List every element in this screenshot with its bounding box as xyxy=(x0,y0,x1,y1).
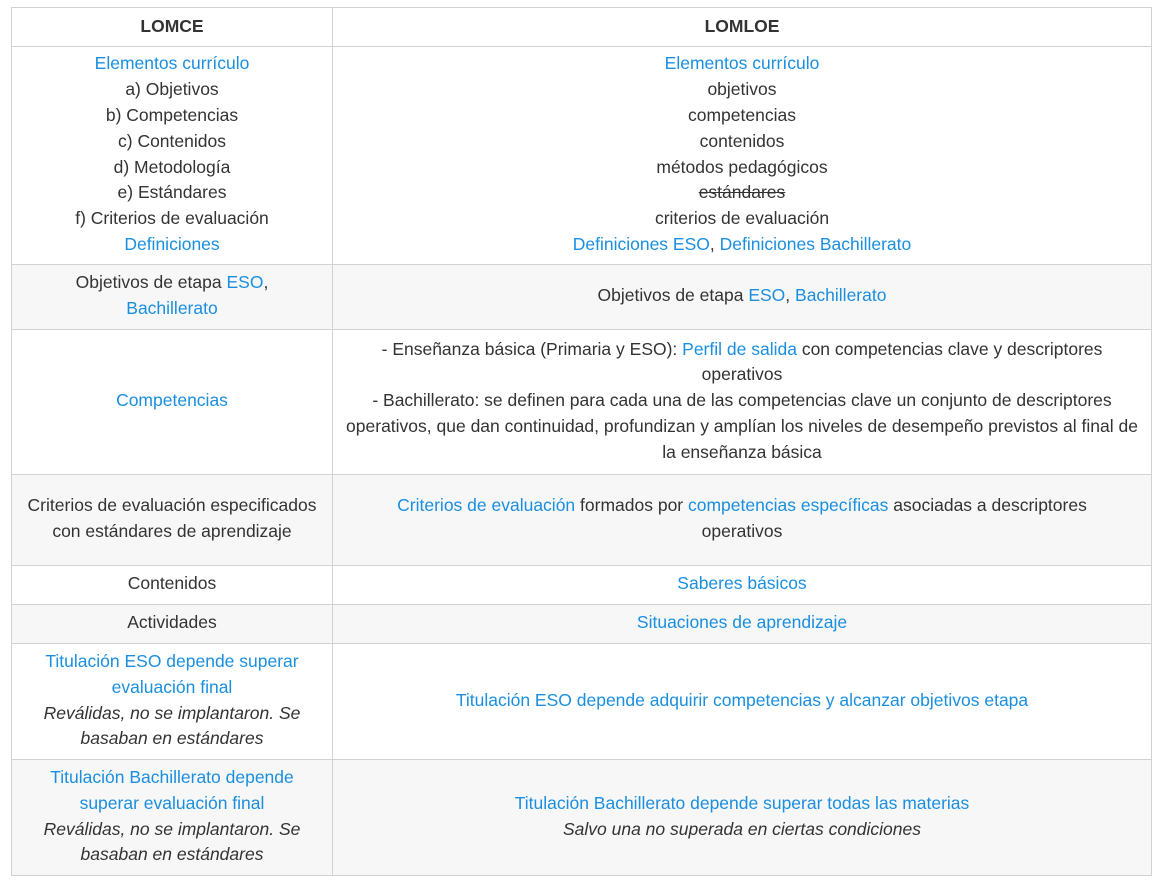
comparison-table xyxy=(11,7,1152,876)
revalidas-note: Reválidas, no se implantaron. Se basaban en estándares xyxy=(43,818,301,865)
link-elementos-curriculo[interactable]: Elementos currículo xyxy=(94,53,250,74)
separator: , xyxy=(785,285,796,306)
text-fragment: formados por xyxy=(575,495,688,516)
table-row xyxy=(12,475,1152,566)
cell-lomloe xyxy=(333,475,1152,566)
link-titulacion-eso[interactable]: Titulación ESO depende adquirir competencias y alcanzar objetivos etapa xyxy=(455,689,1029,710)
list-item: c) Contenidos xyxy=(118,130,226,151)
actividades-text: Actividades xyxy=(127,612,217,633)
link-eso[interactable]: ESO xyxy=(748,285,786,306)
cell-lomloe xyxy=(333,265,1152,330)
cell-lomce xyxy=(12,644,333,760)
header-lomce: LOMCE xyxy=(12,8,333,47)
list-item: d) Metodología xyxy=(113,156,231,177)
link-competencias[interactable]: Competencias xyxy=(116,390,228,411)
cell-lomce xyxy=(12,330,333,475)
cell-lomloe xyxy=(333,47,1152,265)
link-elementos-curriculo[interactable]: Elementos currículo xyxy=(664,53,820,74)
header-row xyxy=(12,8,1152,47)
table-row xyxy=(12,47,1152,265)
list-item: objetivos xyxy=(707,79,777,100)
link-criterios-de-evaluacion[interactable]: Criterios de evaluación xyxy=(397,495,576,516)
header-lomloe: LOMLOE xyxy=(333,8,1152,47)
text-fragment: con competencias clave y descriptores operativos xyxy=(701,338,1103,385)
cell-lomloe xyxy=(333,330,1152,475)
list-item: contenidos xyxy=(699,130,785,151)
link-bachillerato[interactable]: Bachillerato xyxy=(126,298,218,318)
ensenanza-basica-text xyxy=(343,337,1141,389)
link-definiciones[interactable]: Definiciones xyxy=(124,233,220,254)
text-fragment: asociadas a descriptores operativos xyxy=(701,495,1087,541)
list-item: e) Estándares xyxy=(117,182,227,203)
revalidas-note: Reválidas, no se implantaron. Se basaban en estándares xyxy=(43,702,301,749)
definitions-line xyxy=(343,232,1141,258)
link-eso[interactable]: ESO xyxy=(226,272,264,293)
link-titulacion-bachillerato[interactable]: Titulación Bachillerato depende superar todas las materias xyxy=(514,792,970,813)
text-fragment: - Enseñanza básica (Primaria y ESO): xyxy=(381,338,683,359)
table-row xyxy=(12,566,1152,605)
cell-lomloe xyxy=(333,760,1152,876)
link-perfil-de-salida[interactable]: Perfil de salida xyxy=(682,338,797,359)
list-item: a) Objetivos xyxy=(125,79,219,100)
list-item: b) Competencias xyxy=(105,104,239,125)
table-row xyxy=(12,760,1152,876)
list-item: métodos pedagógicos xyxy=(656,156,828,177)
link-saberes-basicos[interactable]: Saberes básicos xyxy=(677,573,807,594)
salvo-note: Salvo una no superada en ciertas condiciones xyxy=(562,818,921,839)
cell-lomloe xyxy=(333,605,1152,644)
list-item: f) Criterios de evaluación xyxy=(75,208,269,229)
list-item-struck: estándares xyxy=(698,182,786,203)
table-row xyxy=(12,605,1152,644)
cell-lomce xyxy=(12,566,333,605)
contenidos-text: Contenidos xyxy=(127,573,217,594)
cell-lomce xyxy=(12,760,333,876)
link-titulacion-eso[interactable]: Titulación ESO depende superar evaluación final xyxy=(45,650,299,697)
list-item: competencias xyxy=(688,104,796,125)
cell-lomce xyxy=(12,47,333,265)
link-titulacion-bachillerato[interactable]: Titulación Bachillerato depende superar evaluación final xyxy=(50,766,294,813)
table-row xyxy=(12,644,1152,760)
cell-lomloe xyxy=(333,566,1152,605)
link-situaciones-de-aprendizaje[interactable]: Situaciones de aprendizaje xyxy=(636,612,848,633)
link-competencias-especificas[interactable]: competencias específicas xyxy=(688,495,889,516)
table-row xyxy=(12,265,1152,330)
criterios-text: Criterios de evaluación especificados con estándares de aprendizaje xyxy=(27,495,317,541)
separator: , xyxy=(263,272,269,293)
link-definiciones-eso[interactable]: Definiciones ESO xyxy=(572,233,710,254)
separator: , xyxy=(709,233,720,254)
link-bachillerato[interactable]: Bachillerato xyxy=(795,285,887,306)
cell-lomce xyxy=(12,475,333,566)
link-definiciones-bachillerato[interactable]: Definiciones Bachillerato xyxy=(719,233,912,254)
list-item: criterios de evaluación xyxy=(654,208,830,229)
cell-lomloe xyxy=(333,644,1152,760)
bachillerato-text: - Bachillerato: se definen para cada una de las competencias clave un conjunto de descriptores operativos, que dan continuidad, profundizan y amplían los niveles de desempeño previstos al final de la enseñanza básica xyxy=(346,390,1138,462)
table-row xyxy=(12,330,1152,475)
objetivos-prefix: Objetivos de etapa xyxy=(597,285,749,306)
objetivos-prefix: Objetivos de etapa xyxy=(75,272,227,293)
cell-lomce xyxy=(12,605,333,644)
cell-lomce xyxy=(12,265,333,330)
